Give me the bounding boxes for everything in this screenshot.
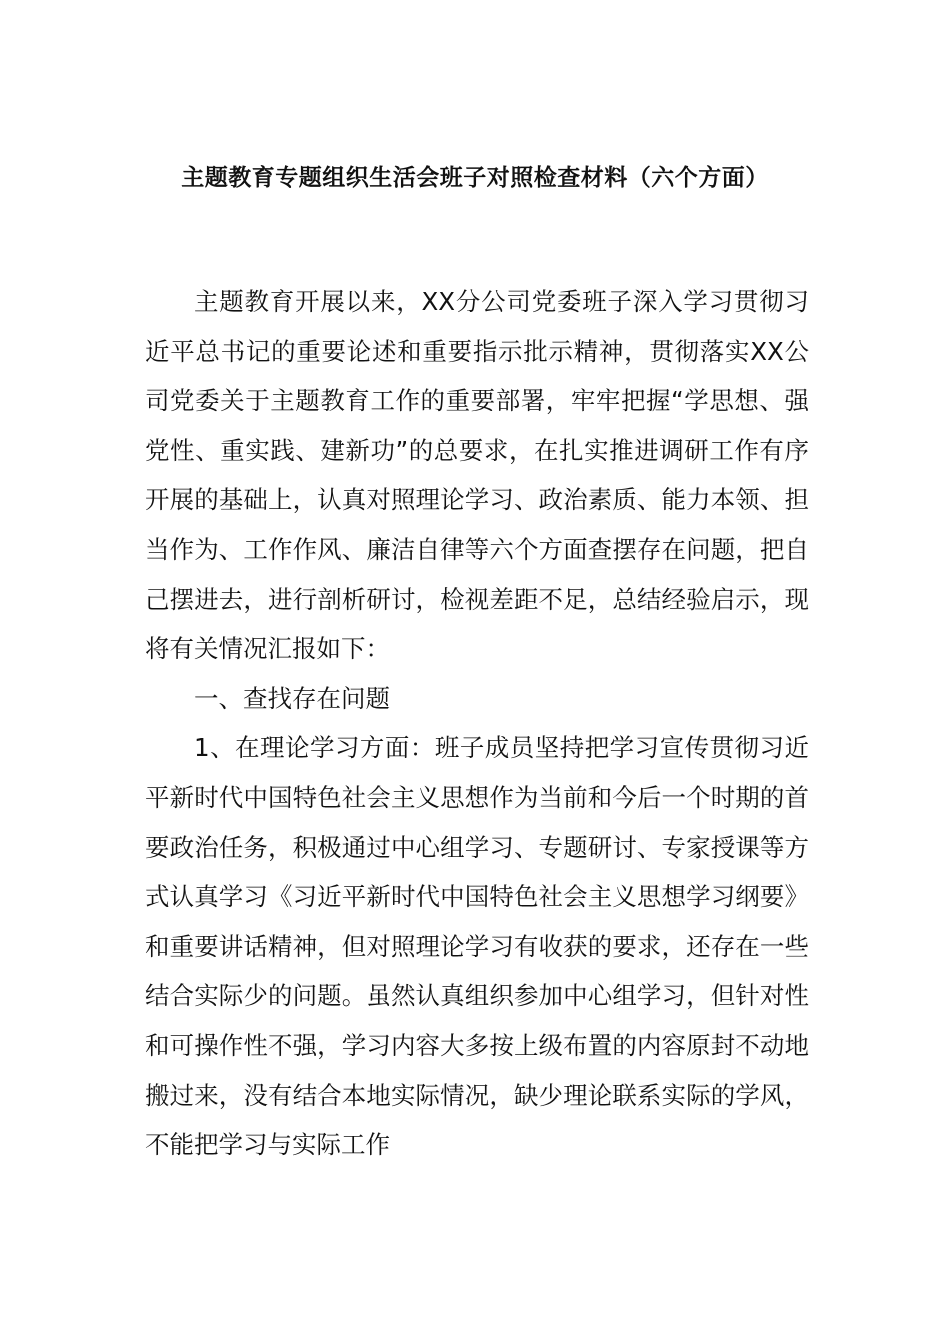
theory-study-paragraph: 1、在理论学习方面：班子成员坚持把学习宣传贯彻习近平新时代中国特色社会主义思想作为当前和今后一个时期的首要政治任务，积极通过中心组学习、专题研讨、专家授课等方式认真学习《习近平新时代中国特色社会主义思想学习纲要》和重要讲话精神，但对照理论学习有收获的要求，还存在一些结合实际少的问题。虽然认真组织参加中心组学习，但针对性和可操作性不强，学习内容大多按上级布置的内容原封不动地搬过来，没有结合本地实际情况，缺少理论联系实际的学风，不能把学习与实际工作 [145, 733, 809, 1160]
document-body [145, 277, 809, 1170]
section-heading: 一、查找存在问题 [194, 683, 390, 713]
document-title: 主题教育专题组织生活会班子对照检查材料（六个方面） [181, 165, 769, 191]
intro-paragraph: 主题教育开展以来，XX分公司党委班子深入学习贯彻习近平总书记的重要论述和重要指示批示精神，贯彻落实XX公司党委关于主题教育工作的重要部署，牢牢把握“学思想、强党性、重实践、建新功”的总要求，在扎实推进调研工作有序开展的基础上，认真对照理论学习、政治素质、能力本领、担当作为、工作作风、廉洁自律等六个方面查摆存在问题，把自己摆进去，进行剖析研讨，检视差距不足，总结经验启示，现将有关情况汇报如下： [145, 287, 809, 664]
